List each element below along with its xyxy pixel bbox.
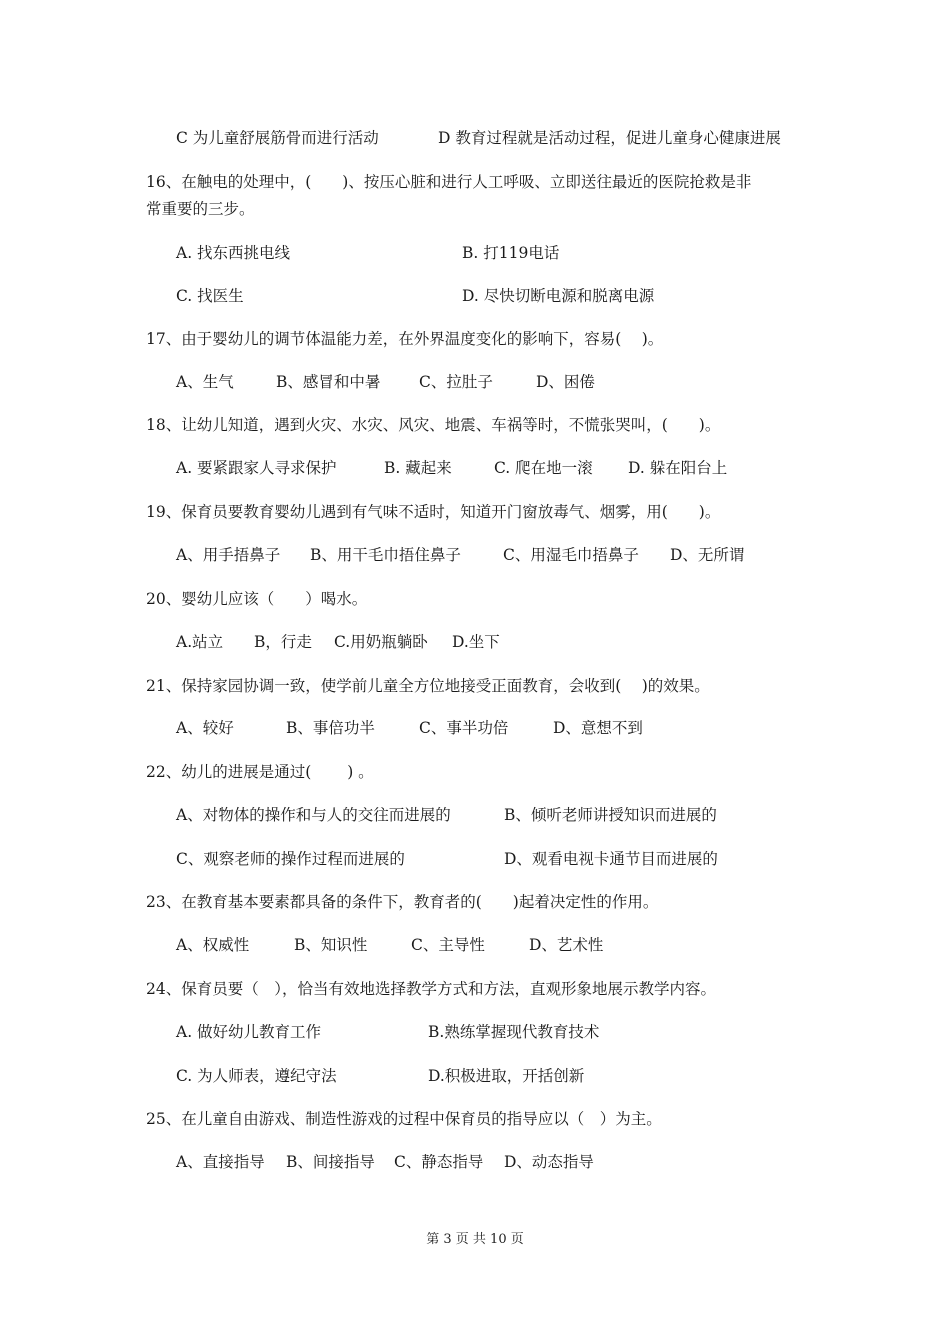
question-21: 21、保持家园协调一致，使学前儿童全方位地接受正面教育，会收到( )的效果。 bbox=[146, 677, 710, 695]
option-b: B、感冒和中暑 bbox=[276, 373, 381, 391]
question-19: 19、保育员要教育婴幼儿遇到有气味不适时，知道开门窗放毒气、烟雾，用( )。 bbox=[146, 503, 721, 521]
option-c: C、观察老师的操作过程而进展的 bbox=[176, 850, 405, 868]
option-a: A. 做好幼儿教育工作 bbox=[176, 1023, 322, 1041]
option-d: D、无所谓 bbox=[670, 546, 745, 564]
option-c: C.用奶瓶躺卧 bbox=[334, 633, 428, 651]
option-c: C、主导性 bbox=[411, 936, 485, 954]
option-b: B.熟练掌握现代教育技术 bbox=[428, 1023, 600, 1041]
option-d: D. 尽快切断电源和脱离电源 bbox=[462, 287, 655, 305]
option-c: C. 爬在地一滚 bbox=[494, 459, 593, 477]
question-23: 23、在教育基本要素都具备的条件下，教育者的( )起着决定性的作用。 bbox=[146, 893, 659, 911]
question-18: 18、让幼儿知道，遇到火灾、水灾、风灾、地震、车祸等时，不慌张哭叫，( )。 bbox=[146, 416, 721, 434]
option-a: A、对物体的操作和与人的交往而进展的 bbox=[176, 806, 451, 824]
option-c: C 为儿童舒展筋骨而进行活动 bbox=[176, 129, 379, 147]
option-a: A. 找东西挑电线 bbox=[176, 244, 291, 262]
option-d: D、意想不到 bbox=[553, 719, 643, 737]
option-a: A.站立 bbox=[176, 633, 224, 651]
option-c: C、静态指导 bbox=[394, 1153, 484, 1171]
option-b: B. 藏起来 bbox=[384, 459, 452, 477]
option-b: B、间接指导 bbox=[286, 1153, 375, 1171]
option-c: C、用湿毛巾捂鼻子 bbox=[503, 546, 639, 564]
option-b: B，行走 bbox=[254, 633, 312, 651]
option-a: A、生气 bbox=[176, 373, 234, 391]
option-c: C. 找医生 bbox=[176, 287, 244, 305]
option-d: D.坐下 bbox=[452, 633, 500, 651]
option-c: C、拉肚子 bbox=[419, 373, 493, 391]
option-b: B. 打119电话 bbox=[462, 244, 560, 262]
question-24: 24、保育员要（ ），恰当有效地选择教学方式和方法，直观形象地展示教学内容。 bbox=[146, 980, 716, 998]
question-17: 17、由于婴幼儿的调节体温能力差，在外界温度变化的影响下，容易( )。 bbox=[146, 330, 664, 348]
option-d: D、艺术性 bbox=[529, 936, 604, 954]
question-16: 16、在触电的处理中，( )、按压心脏和进行人工呼吸、立即送往最近的医院抢救是非 bbox=[146, 173, 752, 191]
option-d: D. 躲在阳台上 bbox=[628, 459, 728, 477]
question-16-cont: 常重要的三步。 bbox=[146, 200, 255, 218]
option-d: D、动态指导 bbox=[504, 1153, 594, 1171]
option-b: B、用干毛巾捂住鼻子 bbox=[310, 546, 461, 564]
question-22: 22、幼儿的进展是通过( ) 。 bbox=[146, 763, 374, 781]
question-25: 25、在儿童自由游戏、制造性游戏的过程中保育员的指导应以（ ）为主。 bbox=[146, 1110, 662, 1128]
option-b: B、倾听老师讲授知识而进展的 bbox=[504, 806, 717, 824]
option-d: D.积极进取，开括创新 bbox=[428, 1067, 585, 1085]
page-footer: 第 3 页 共 10 页 bbox=[426, 1232, 524, 1247]
option-b: B、事倍功半 bbox=[286, 719, 375, 737]
option-a: A、较好 bbox=[176, 719, 234, 737]
option-d: D 教育过程就是活动过程，促进儿童身心健康进展 bbox=[438, 129, 781, 147]
option-c: C. 为人师表，遵纪守法 bbox=[176, 1067, 337, 1085]
option-b: B、知识性 bbox=[294, 936, 368, 954]
option-d: D、困倦 bbox=[536, 373, 595, 391]
option-d: D、观看电视卡通节目而进展的 bbox=[504, 850, 718, 868]
question-20: 20、婴幼儿应该（ ）喝水。 bbox=[146, 590, 368, 608]
option-a: A、权威性 bbox=[176, 936, 250, 954]
option-a: A、用手捂鼻子 bbox=[176, 546, 281, 564]
option-c: C、事半功倍 bbox=[419, 719, 509, 737]
option-a: A. 要紧跟家人寻求保护 bbox=[176, 459, 337, 477]
option-a: A、直接指导 bbox=[176, 1153, 265, 1171]
